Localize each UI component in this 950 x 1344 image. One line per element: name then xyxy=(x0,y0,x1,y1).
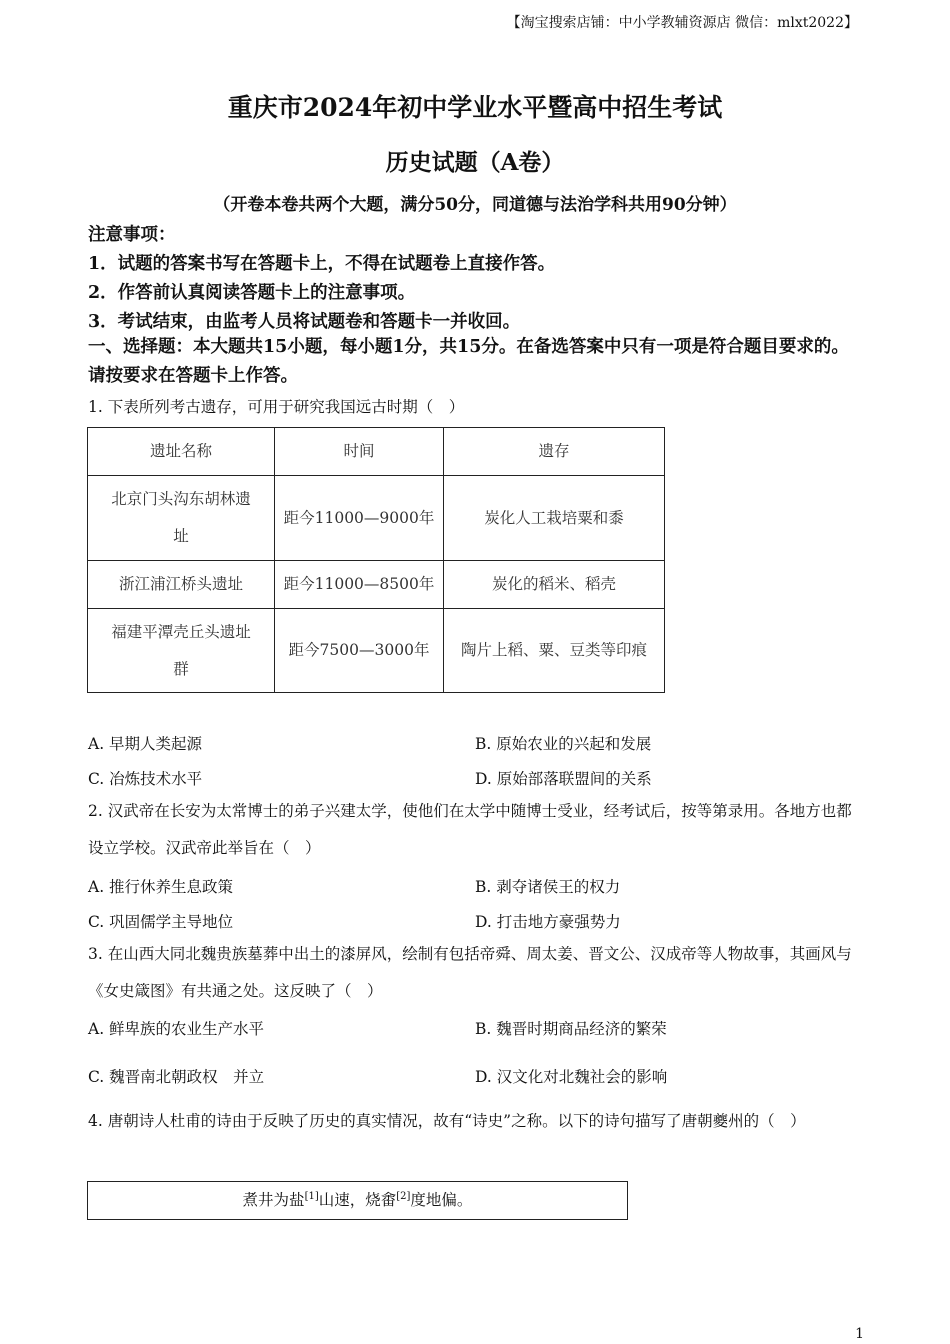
option-b: B. 魏晋时期商品经济的繁荣 xyxy=(475,1020,667,1038)
option-a: A. 推行休养生息政策 xyxy=(88,878,234,896)
cell-text: 北京门头沟东胡林遗址 xyxy=(111,490,251,545)
table-cell: 浙江浦江桥头遗址 xyxy=(88,561,275,609)
exam-title: 重庆市2024年初中学业水平暨高中招生考试 xyxy=(227,93,723,122)
table-row xyxy=(88,476,665,561)
table-row xyxy=(88,561,665,609)
option-c: C. 巩固儒学主导地位 xyxy=(88,913,234,931)
exam-subtitle: （开卷本卷共两个大题，满分50分，同道德与法治学科共用90分钟） xyxy=(213,195,737,215)
cell-text: 福建平潭壳丘头遗址群 xyxy=(111,622,251,678)
table-header-cell: 遗址名称 xyxy=(88,428,275,476)
table-cell xyxy=(88,609,275,693)
table-cell: 炭化人工栽培粟和黍 xyxy=(444,476,665,561)
option-b: B. 原始农业的兴起和发展 xyxy=(475,735,652,753)
paper-title: 历史试题（A卷） xyxy=(385,149,565,176)
table-cell: 距今11000—9000年 xyxy=(275,476,444,561)
option-d: D. 原始部落联盟间的关系 xyxy=(475,770,652,788)
option-c: C. 冶炼技术水平 xyxy=(88,770,203,788)
option-d: D. 汉文化对北魏社会的影响 xyxy=(475,1068,668,1086)
table-cell: 陶片上稻、粟、豆类等印痕 xyxy=(444,609,665,693)
table-row xyxy=(88,609,665,693)
notice-heading: 注意事项： xyxy=(88,225,176,245)
question-1-stem: 1. 下表所列考古遗存，可用于研究我国远古时期（ ） xyxy=(88,398,465,416)
poem-text: 山速，烧畬 xyxy=(318,1191,397,1209)
notice-item: 2．作答前认真阅读答题卡上的注意事项。 xyxy=(88,283,416,303)
table-header-row xyxy=(88,428,665,476)
table-header-cell: 时间 xyxy=(275,428,444,476)
poem-text: 煮井为盐 xyxy=(242,1191,305,1209)
option-a: A. 鲜卑族的农业生产水平 xyxy=(88,1020,265,1038)
table-cell xyxy=(88,476,275,561)
page-number: 1 xyxy=(855,1326,864,1342)
table-cell: 距今7500—3000年 xyxy=(275,609,444,693)
table-header-cell: 遗存 xyxy=(444,428,665,476)
table-cell: 炭化的稻米、稻壳 xyxy=(444,561,665,609)
notice-item: 3．考试结束，由监考人员将试题卷和答题卡一并收回。 xyxy=(88,312,521,332)
question-1-table xyxy=(87,427,665,693)
option-b: B. 剥夺诸侯王的权力 xyxy=(475,878,621,896)
header-note: 【淘宝搜索店铺：中小学教辅资源店 微信：mlxt2022】 xyxy=(506,15,858,31)
question-4-stem: 4. 唐朝诗人杜甫的诗由于反映了历史的真实情况，故有“诗史”之称。以下的诗句描写了唐朝夔州的（ ） xyxy=(88,1112,806,1130)
footnote-marker: [1] xyxy=(304,1191,319,1202)
poem-box xyxy=(87,1181,628,1220)
question-2-stem: 2. 汉武帝在长安为太常博士的弟子兴建太学，使他们在太学中随博士受业，经考试后，按等第录用。各地方也都设立学校。汉武帝此举旨在（ ） xyxy=(88,802,852,857)
footnote-marker: [2] xyxy=(396,1191,411,1202)
option-a: A. 早期人类起源 xyxy=(88,735,203,753)
table-cell: 距今11000—8500年 xyxy=(275,561,444,609)
section-heading: 一、选择题：本大题共15小题，每小题1分，共15分。在备选答案中只有一项是符合题目要求的。请按要求在答题卡上作答。 xyxy=(88,337,849,386)
question-3-stem: 3. 在山西大同北魏贵族墓葬中出土的漆屏风，绘制有包括帝舜、周太姜、晋文公、汉成帝等人物故事，其画风与《女史箴图》有共通之处。这反映了（ ） xyxy=(88,945,852,1000)
notice-item: 1．试题的答案书写在答题卡上，不得在试题卷上直接作答。 xyxy=(88,254,556,274)
option-c: C. 魏晋南北朝政权 并立 xyxy=(88,1068,265,1086)
poem-text: 度地偏。 xyxy=(410,1191,473,1209)
option-d: D. 打击地方豪强势力 xyxy=(475,913,621,931)
